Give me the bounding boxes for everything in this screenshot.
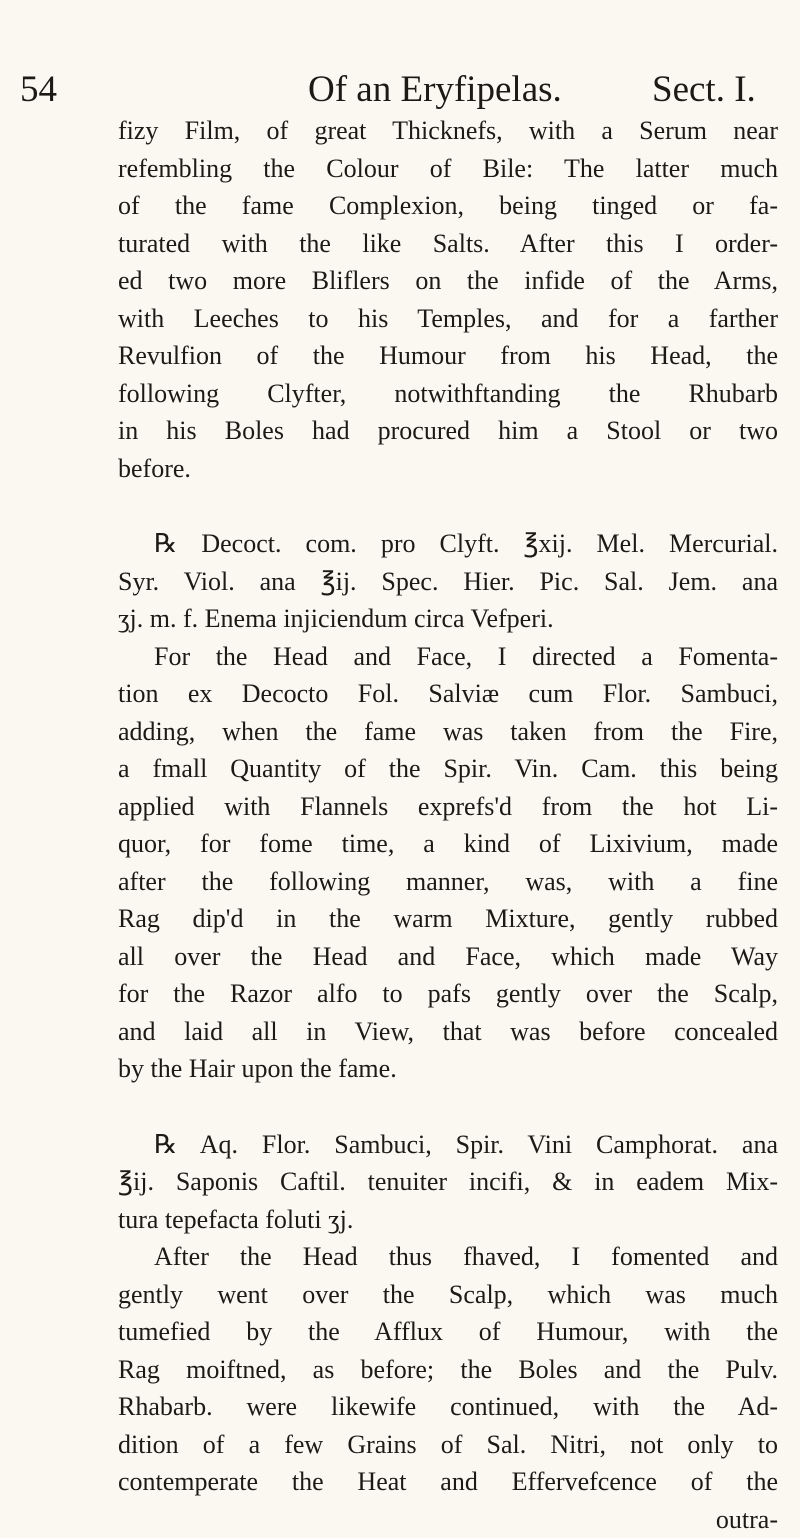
text-line: Rag dip'd in the warm Mixture, gently rubbed	[118, 900, 778, 938]
text-line: with Leeches to his Temples, and for a farther	[118, 300, 778, 338]
text-line: gently went over the Scalp, which was much	[118, 1276, 778, 1314]
recipe-line: Syr. Viol. ana ℥ij. Spec. Hier. Pic. Sal. Jem. ana	[118, 563, 778, 601]
paragraph-gap	[118, 1088, 778, 1126]
text-line: ed two more Bliflers on the infide of the Arms,	[118, 262, 778, 300]
recipe-line: tura tepefacta foluti ʒj.	[118, 1201, 778, 1239]
text-line: by the Hair upon the fame.	[118, 1050, 778, 1088]
running-title: Of an Eryfipelas.	[308, 68, 562, 111]
paragraph-gap	[118, 487, 778, 525]
text-line: for the Razor alfo to pafs gently over the Scalp,	[118, 975, 778, 1013]
text-line: a fmall Quantity of the Spir. Vin. Cam. this being	[118, 750, 778, 788]
text-line: quor, for fome time, a kind of Lixivium, made	[118, 825, 778, 863]
section-label: Sect. I.	[652, 68, 756, 111]
text-line: refembling the Colour of Bile: The latter much	[118, 150, 778, 188]
text-line: in his Boles had procured him a Stool or two	[118, 412, 778, 450]
text-line: contemperate the Heat and Effervefcence of the	[118, 1463, 778, 1501]
text-line: all over the Head and Face, which made Way	[118, 938, 778, 976]
text-line: following Clyfter, notwithftanding the Rhubarb	[118, 375, 778, 413]
recipe-line: ʒj. m. f. Enema injiciendum circa Vefperi.	[118, 600, 778, 638]
text-line: and laid all in View, that was before concealed	[118, 1013, 778, 1051]
recipe-line: ℥ij. Saponis Caftil. tenuiter incifi, & in eadem Mix-	[118, 1163, 778, 1201]
text-line: Rag moiftned, as before; the Boles and the Pulv.	[118, 1351, 778, 1389]
text-line: after the following manner, was, with a fine	[118, 863, 778, 901]
text-line: tion ex Decocto Fol. Salviæ cum Flor. Sambuci,	[118, 675, 778, 713]
running-header	[0, 68, 800, 108]
page-number: 54	[20, 68, 57, 111]
text-line: adding, when the fame was taken from the Fire,	[118, 713, 778, 751]
text-line: of the fame Complexion, being tinged or fa-	[118, 187, 778, 225]
catchword: outra-	[118, 1501, 778, 1538]
text-line: before.	[118, 450, 778, 488]
recipe-line: ℞ Decoct. com. pro Clyft. ℥xij. Mel. Mercurial.	[118, 525, 778, 563]
text-line: tumefied by the Afflux of Humour, with the	[118, 1313, 778, 1351]
text-line: dition of a few Grains of Sal. Nitri, not only to	[118, 1426, 778, 1464]
text-line: Revulfion of the Humour from his Head, the	[118, 337, 778, 375]
text-line: After the Head thus fhaved, I fomented and	[118, 1238, 778, 1276]
text-line: Rhabarb. were likewife continued, with the Ad-	[118, 1388, 778, 1426]
text-line: fizy Film, of great Thicknefs, with a Serum near	[118, 112, 778, 150]
text-body	[118, 112, 778, 1538]
text-line: turated with the like Salts. After this I order-	[118, 225, 778, 263]
text-line: applied with Flannels exprefs'd from the hot Li-	[118, 788, 778, 826]
recipe-line: ℞ Aq. Flor. Sambuci, Spir. Vini Camphorat. ana	[118, 1126, 778, 1164]
text-line: For the Head and Face, I directed a Fomenta-	[118, 638, 778, 676]
